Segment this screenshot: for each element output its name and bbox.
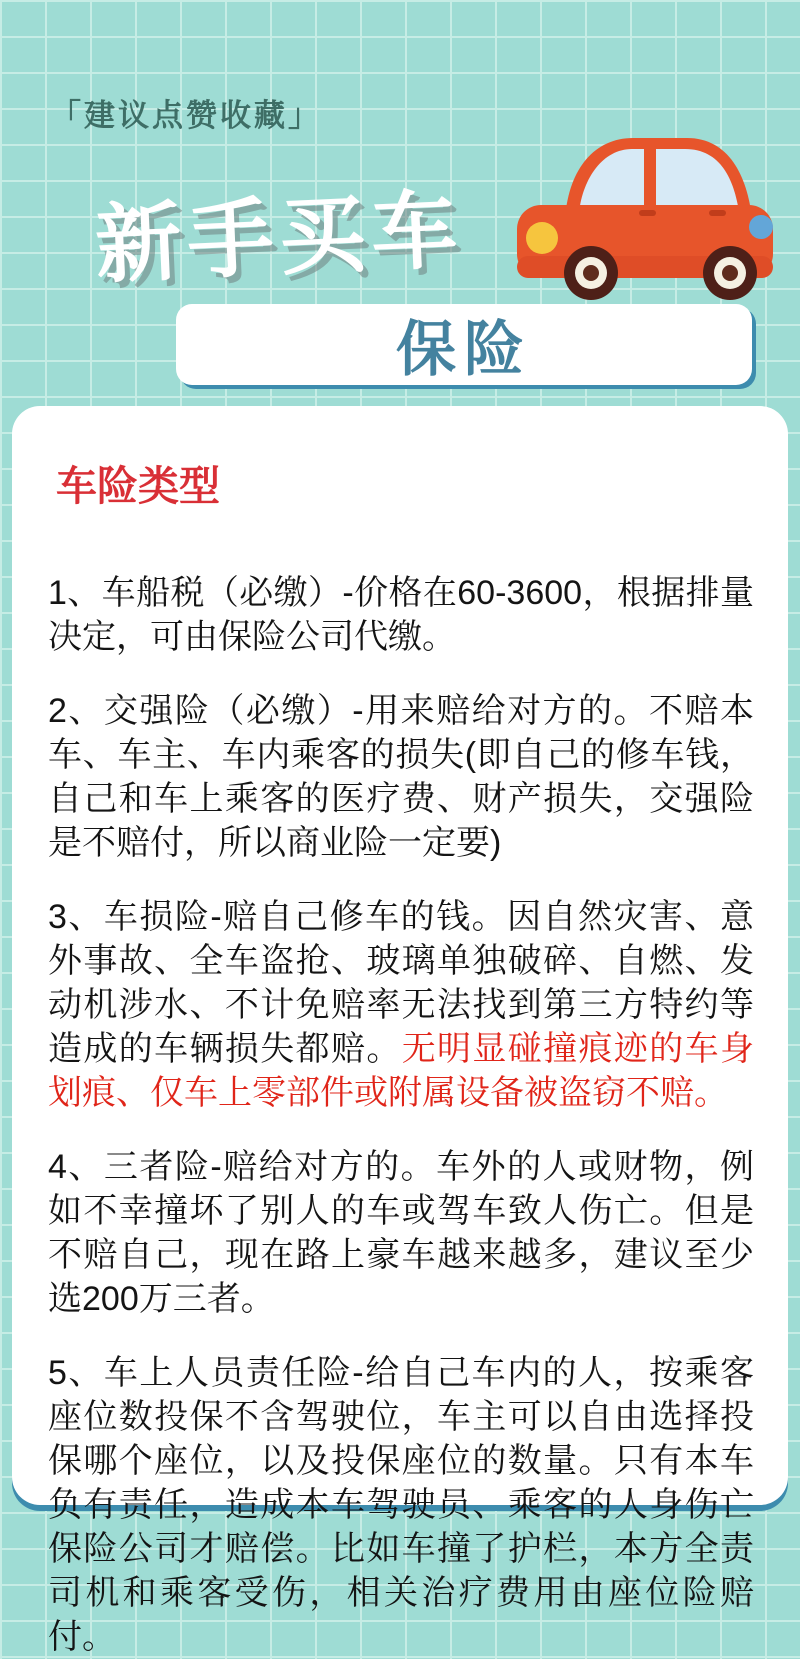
item-highlight-text: 无明显碰撞痕迹的车身划痕、仅车上零部件或附属设备被盗窃不赔。	[48, 1030, 755, 1113]
item-text: 4、三者险-赔给对方的。车外的人或财物，例如不幸撞坏了别人的车或驾车致人伤亡。但是不赔自己，现在路上豪车越来越多，建议至少选200万三者。	[48, 1148, 754, 1319]
section-heading: 车险类型	[56, 463, 220, 509]
item-text: 3、车损险-赔自己修车的钱。因自然灾害、意外事故、全车盗抢、玻璃单独破碎、自燃、发动机涉水、不计免赔率无法找到第三方特约等造成的车辆损失都赔。	[48, 898, 754, 1069]
badge-text: 「建议点赞收藏」	[50, 98, 322, 133]
item-text: 5、车上人员责任险-给自己车内的人，按乘客座位数投保不含驾驶位，车主可以自由选择投保哪个座位，以及投保座位的数量。只有本车负有责任，造成本车驾驶员、乘客的人身伤亡保险公司才赔偿。比如车撞了护栏，本方全责司机和乘客受伤，相关治疗费用由座位险赔付。	[48, 1354, 754, 1657]
page-title: 新手买车	[93, 182, 466, 294]
item-text: 1、车船税（必缴）-价格在60-3600，根据排量决定，可由保险公司代缴。	[48, 574, 754, 657]
content-card	[12, 406, 788, 1657]
car-illustration	[515, 128, 775, 308]
item-text: 2、交强险（必缴）-用来赔给对方的。不赔本车、车主、车内乘客的损失(即自己的修车钱，自己和车上乘客的医疗费、财产损失，交强险是不赔付，所以商业险一定要)	[48, 692, 754, 863]
subtitle-banner	[176, 304, 752, 385]
subtitle-text: 保险	[396, 315, 532, 383]
insurance-item-2	[48, 689, 754, 865]
rear-wheel	[703, 246, 757, 300]
front-wheel	[564, 246, 618, 300]
insurance-item-4	[48, 1145, 754, 1321]
insurance-item-1	[48, 571, 754, 659]
insurance-item-5	[48, 1351, 754, 1659]
insurance-item-3	[48, 895, 754, 1115]
